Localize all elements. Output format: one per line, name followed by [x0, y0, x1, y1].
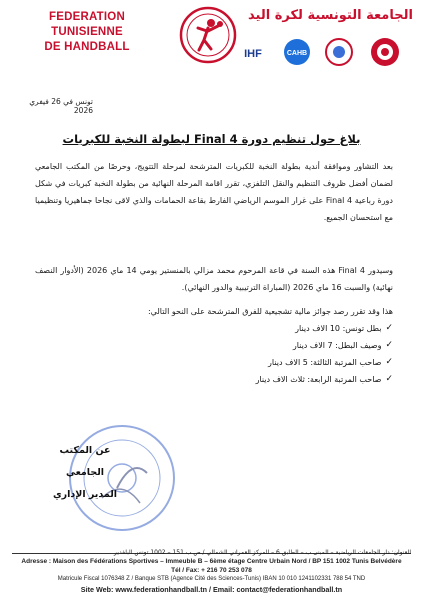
list-item: ✓ بطل تونس: 10 الاف دينار: [163, 320, 393, 337]
signature-line-1: عن المكتب الجامعي: [59, 445, 111, 478]
prize-list: [163, 320, 393, 388]
list-item: ✓ وصيف البطل: 7 الاف دينار: [163, 337, 393, 354]
cahb-logo-icon: [284, 39, 310, 65]
body-paragraph-1: بعد التشاور وموافقة أندية بطولة النخبة للكبريات المترشحة لمرحلة التتويج، وحرصًا من المكتب الجامعي لضمان أفضل ظروف التنظيم والنقل التلفزي، تقرر اقامة المرحلة النهائية من بطولة النخبة كبريات في شكل دورة رباعية Final 4 على غرار الموسم الرياضي الفارط بقاعة الحمامات والذي لاقى نجاحا جماهيريا وتنظيميا مع استحسان الجميع.: [35, 162, 393, 222]
document-title: بلاغ حول تنظيم دورة Final 4 لبطولة النخبة للكبريات: [62, 132, 361, 146]
footer-website-email: Site Web: www.federationhandball.tn / Email: contact@federationhandball.tn: [80, 585, 343, 594]
list-item: ✓ صاحب المرتبة الثالثة: 5 الاف دينار: [163, 354, 393, 371]
letter-date: تونس في 26 فيفري 2026: [29, 97, 93, 115]
ministry-logo-icon: [371, 38, 399, 66]
signature-block: [40, 440, 130, 506]
body-paragraph-3: هذا وقد تقرر رصد جوائز مالية تشجيعية للفرق المترشحة على النحو التالي:: [147, 307, 393, 316]
federation-name-fr-line2: DE HANDBALL: [44, 41, 130, 53]
partner-logos: [235, 36, 415, 68]
federation-name-ar: الجامعة التونسية لكرة اليد: [248, 8, 413, 23]
footer-tel-fax: Tél / Fax: + 216 70 253 078: [171, 567, 252, 574]
list-item: ✓ صاحب المرتبة الرابعة: ثلاث الاف دينار: [163, 371, 393, 388]
footer-address-fr: Adresse : Maison des Fédérations Sportives – Immeuble B – 6ème étage Centre Urbain Nord / BP 151 1002 Tunis Belvédère: [21, 558, 402, 565]
footer: [12, 548, 411, 594]
federation-name-fr: [12, 10, 162, 55]
footer-fiscal: Matricule Fiscal 1076348 Z / Banque STB (Agence Cité des Sciences-Tunis) IBAN 10 010 1241102331 788 54 TND: [57, 576, 366, 582]
signature-line-2: المدير الإداري: [52, 489, 118, 500]
checkmark-icon: ✓: [385, 374, 393, 384]
ihf-logo-icon: [244, 48, 262, 60]
body-paragraph-2: وسيدور Final 4 هذه السنة في قاعة المرحوم محمد مزالي بالمنستير يومي 14 ماي 2026 (الأدوار النصف نهائية) والسبت 16 ماي 2026 (المباراة الترتيبية والدور النهائي).: [35, 266, 394, 292]
olympic-committee-logo-icon: [326, 39, 352, 65]
checkmark-icon: ✓: [385, 357, 393, 367]
footer-address-ar: العنوان: دار الجامعات الرياضية – المبنى ب – الطابق 6 – المركز العمراني الشمالي / ص ب 151 – 1002 تونس البلفدير: [113, 549, 411, 556]
federation-logo-icon: [178, 4, 238, 66]
checkmark-icon: ✓: [385, 340, 393, 350]
svg-text:CAHB: CAHB: [286, 50, 308, 57]
federation-name-fr-line1: FEDERATION TUNISIENNE: [49, 11, 125, 38]
checkmark-icon: ✓: [385, 323, 393, 333]
svg-text:IHF: IHF: [244, 48, 262, 60]
letterhead: [0, 0, 423, 72]
